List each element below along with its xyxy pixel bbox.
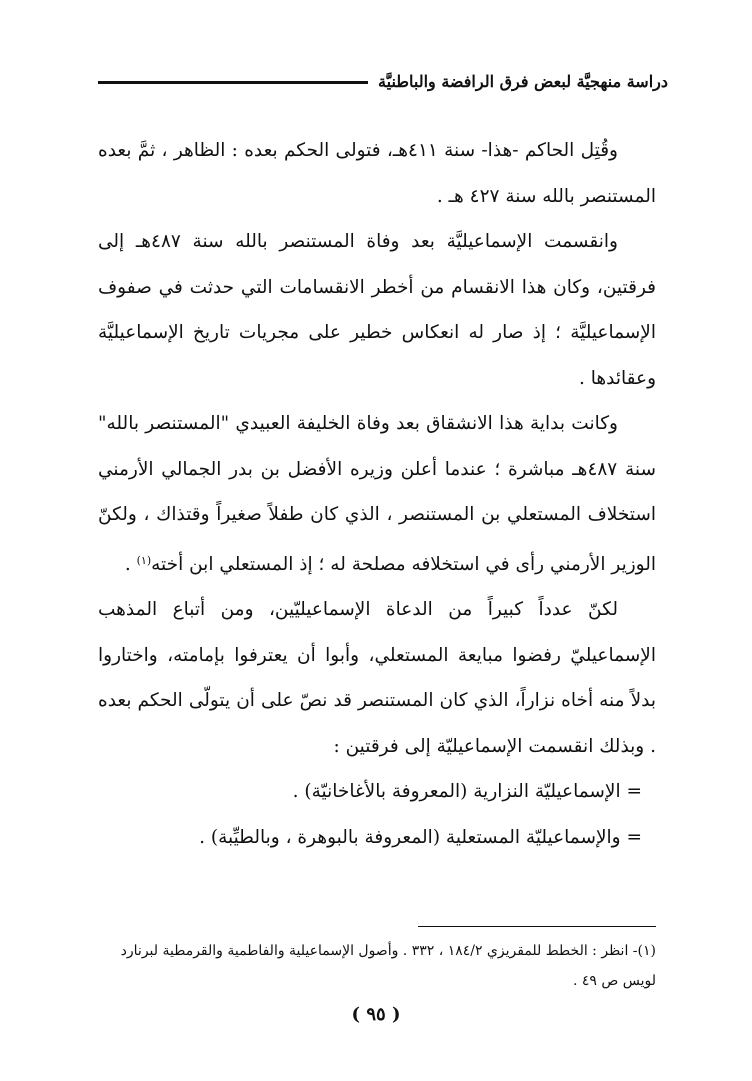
footnote-line: لويس ص ٤٩ . [572,973,656,989]
page-number: ( ٩٥ ) [351,1004,401,1025]
footnote-separator [418,926,656,927]
paragraph-end: . [124,553,137,575]
footnote-line: (١)- انظر : الخطط للمقريزي ١٨٤/٢ ، ٣٣٢ . وأصول الإسماعيلية والفاطمية والقرمطية لبرنارد [120,943,656,959]
header-title: دراسة منهجيَّة لبعض فرق الرافضة والباطنيَّة [378,71,668,91]
main-text [98,128,656,860]
footnote [96,936,656,996]
paragraph-text: وكانت بداية هذا الانشقاق بعد وفاة الخليفة العبيدي "المستنصر بالله" سنة ٤٨٧هـ مباشرة ؛ عندما أعلن وزيره الأفضل بن بدر الجمالي الأرمني استخلاف المستعلي بن المستنصر ، الذي كان طفلاً صغيراً وقتذاك ، ولكنّ الوزير الأرمني رأى في استخلافه مصلحة له ؛ إذ المستعلي ابن أخته [98,413,656,575]
paragraph [98,401,656,587]
list-item: = الإسماعيليّة النزارية (المعروفة بالأغاخانيّة) . [292,781,642,802]
paragraph: وقُتِل الحاكم -هذا- سنة ٤١١هـ، فتولى الحكم بعده : الظاهر ، ثمَّ بعده المستنصر بالله سنة ٤٢٧ هـ . [98,140,656,207]
footnote-reference: (١) [136,553,152,567]
running-header [98,66,668,96]
paragraph: لكنّ عدداً كبيراً من الدعاة الإسماعيليّين، ومن أتباع المذهب الإسماعيليّ رفضوا مبايعة المستعلي، وأبوا أن يعترفوا بإمامته، واختاروا بدلاً منه أخاه نزاراً، الذي كان المستنصر قد نصّ على أن يتولّى الحكم بعده . وبذلك انقسمت الإسماعيليّة إلى فرقتين : [98,599,656,757]
paragraph: وانقسمت الإسماعيليَّة بعد وفاة المستنصر بالله سنة ٤٨٧هـ إلى فرقتين، وكان هذا الانقسام من أخطر الانقسامات التي حدثت في صفوف الإسماعيليَّة ؛ إذ صار له انعكاس خطير على مجريات تاريخ الإسماعيليَّة وعقائدها . [98,231,656,389]
header-rule [98,81,368,84]
list-item: = والإسماعيليّة المستعلية (المعروفة بالبوهرة ، وبالطيِّبة) . [199,826,642,848]
